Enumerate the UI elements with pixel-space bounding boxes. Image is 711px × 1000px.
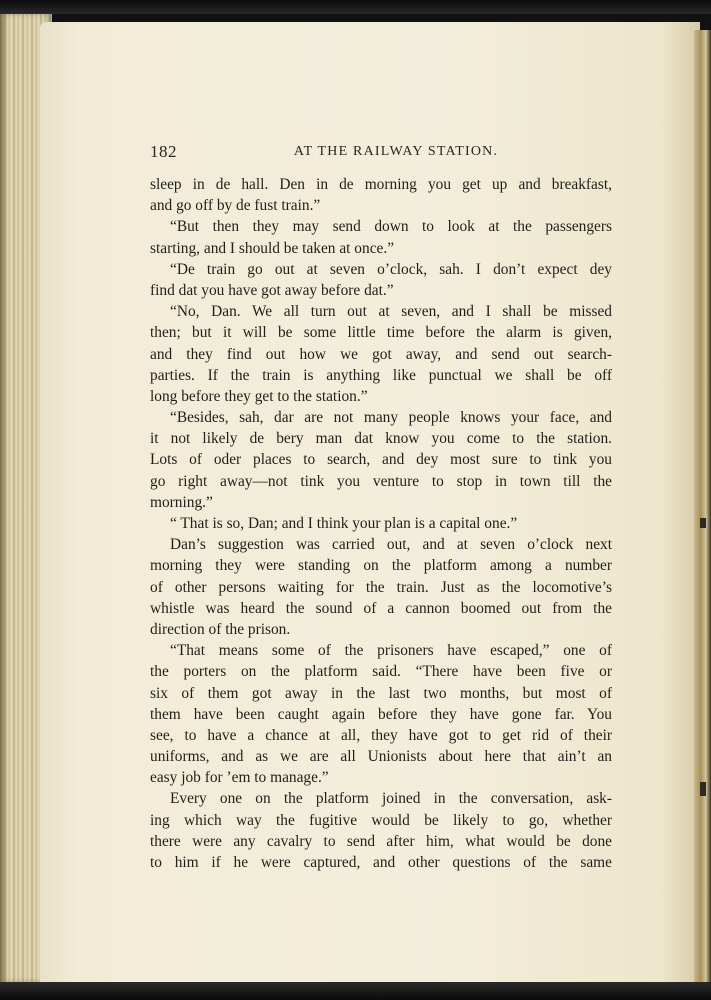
text-line: parties. If the train is anything like punctual we shall be off — [150, 366, 612, 384]
text-line: morning.” — [150, 493, 213, 511]
text-line: Dan’s suggestion was carried out, and at seven o’clock next — [170, 536, 612, 554]
text-line: “ That is so, Dan; and I think your plan is a capital one.” — [170, 515, 518, 532]
text-line: Every one on the platform joined in the conversation, ask- — [170, 790, 612, 808]
edge-mark — [700, 782, 706, 796]
text-line: “Besides, sah, dar are not many people knows your face, and — [170, 409, 612, 427]
page-number: 182 — [150, 142, 177, 161]
text-line: them have been caught again before they have gone far. You — [150, 705, 612, 723]
text-line: six of them got away in the last two months, but most of — [150, 684, 612, 702]
text-line: find dat you have got away before dat.” — [150, 281, 394, 299]
text-line: there were any cavalry to send after him, what would be done — [150, 832, 612, 850]
text-line: “That means some of the prisoners have escaped,” one of — [170, 642, 612, 660]
scan-border-top — [0, 0, 711, 14]
text-line: sleep in de hall. Den in de morning you get up and breakfast, — [150, 176, 612, 193]
text-line: Lots of oder places to search, and dey most sure to tink you — [150, 451, 612, 469]
running-head: AT THE RAILWAY STATION. — [293, 144, 499, 159]
text-line: of other persons waiting for the train. Just as the locomotive’s — [150, 578, 612, 596]
text-line: “No, Dan. We all turn out at seven, and I shall be missed — [170, 303, 612, 321]
scan-border-bottom — [0, 982, 711, 1000]
edge-mark — [700, 518, 706, 528]
text-line: to him if he were captured, and other questions of the same — [150, 854, 612, 871]
text-line: direction of the prison. — [150, 620, 291, 638]
text-line: go right away—not tink you venture to stop in town till the — [150, 472, 612, 490]
text-line: long before they get to the station.” — [150, 387, 368, 405]
text-line: uniforms, and as we are all Unionists about here that ain’t an — [150, 748, 612, 766]
text-line: starting, and I should be taken at once.” — [150, 239, 395, 257]
text-line: ing which way the fugitive would be likely to go, whether — [150, 811, 612, 829]
text-line: the porters on the platform said. “There have been five or — [150, 663, 612, 681]
text-line: then; but it will be some little time before the alarm is given, — [150, 324, 612, 342]
text-line: “But then they may send down to look at the passengers — [170, 218, 612, 236]
text-line: and go off by de fust train.” — [150, 197, 321, 215]
text-line: “De train go out at seven o’clock, sah. I don’t expect dey — [170, 260, 612, 278]
text-line: and they find out how we got away, and send out search- — [150, 345, 612, 363]
page-right-edge — [694, 30, 711, 982]
text-line: see, to have a chance at all, they have got to get rid of their — [150, 726, 612, 744]
body-text — [150, 174, 612, 873]
text-line: it not likely de bery man dat know you come to the station. — [150, 430, 612, 448]
page-header — [150, 142, 612, 164]
text-line: morning they were standing on the platform among a number — [150, 557, 612, 575]
text-line: easy job for ’em to manage.” — [150, 769, 329, 787]
text-line: whistle was heard the sound of a cannon boomed out from the — [150, 599, 612, 617]
page-edges-shadow — [0, 14, 8, 982]
